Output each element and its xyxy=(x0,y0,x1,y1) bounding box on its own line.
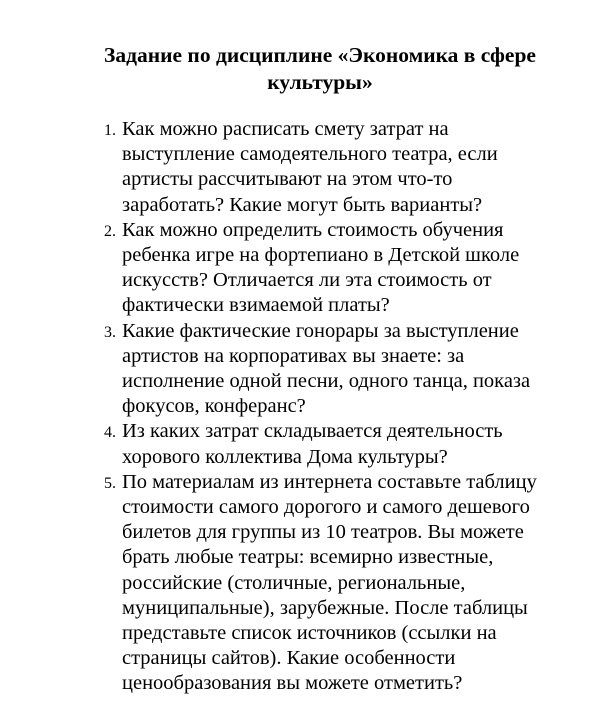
question-line: Как можно расписать смету затрат на xyxy=(122,118,449,140)
question-line: билетов для группы из 10 театров. Вы можете xyxy=(122,521,524,544)
question-line: страницы сайтов). Какие особенности xyxy=(122,647,456,670)
question-line: По материалам из интернета составьте таблицу xyxy=(122,470,537,493)
question-item-4 xyxy=(95,419,565,469)
question-number: 4. xyxy=(104,424,116,442)
question-item-3 xyxy=(95,319,565,420)
question-line: исполнение одной песни, одного танца, показа xyxy=(122,370,531,393)
question-line: брать любые театры: всемирно известные, xyxy=(122,546,494,569)
question-line: ценообразования вы можете отметить? xyxy=(122,672,463,695)
question-line: представьте список источников (ссылки на xyxy=(122,622,497,645)
question-number: 3. xyxy=(104,323,116,341)
question-line: российские (столичные, региональные, xyxy=(122,571,466,594)
question-list xyxy=(95,117,565,697)
question-line: выступление самодеятельного театра, если xyxy=(122,143,498,166)
question-number: 1. xyxy=(104,122,116,139)
question-line: Как можно определить стоимость обучения xyxy=(122,218,504,241)
document-title xyxy=(100,42,540,96)
question-line: ребенка игре на фортепиано в Детской школе xyxy=(122,244,520,267)
question-line: артистов на корпоративах вы знаете: за xyxy=(122,344,465,367)
question-line: артисты рассчитывают на этом что-то xyxy=(122,168,453,191)
title-line-2: культуры» xyxy=(267,70,373,94)
question-line: муниципальные), зарубежные. После таблицы xyxy=(122,596,528,619)
question-line: Из каких затрат складывается деятельность xyxy=(122,420,503,443)
question-item-1 xyxy=(95,117,565,218)
question-item-2 xyxy=(95,218,565,319)
question-line: искусств? Отличается ли эта стоимость от xyxy=(122,269,492,292)
question-number: 2. xyxy=(104,222,116,240)
title-line-1: Задание по дисциплине «Экономика в сфере xyxy=(104,43,536,67)
question-line: заработать? Какие могут быть варианты? xyxy=(122,193,483,216)
question-line: фактически взимаемой платы? xyxy=(122,294,390,317)
question-line: хорового коллектива Дома культуры? xyxy=(122,445,448,468)
question-item-5 xyxy=(95,470,565,697)
question-number: 5. xyxy=(104,474,116,492)
question-line: фокусов, конферанс? xyxy=(122,395,306,418)
question-line: Какие фактические гонорары за выступление xyxy=(122,319,519,342)
question-line: стоимости самого дорогого и самого дешевого xyxy=(122,496,530,519)
